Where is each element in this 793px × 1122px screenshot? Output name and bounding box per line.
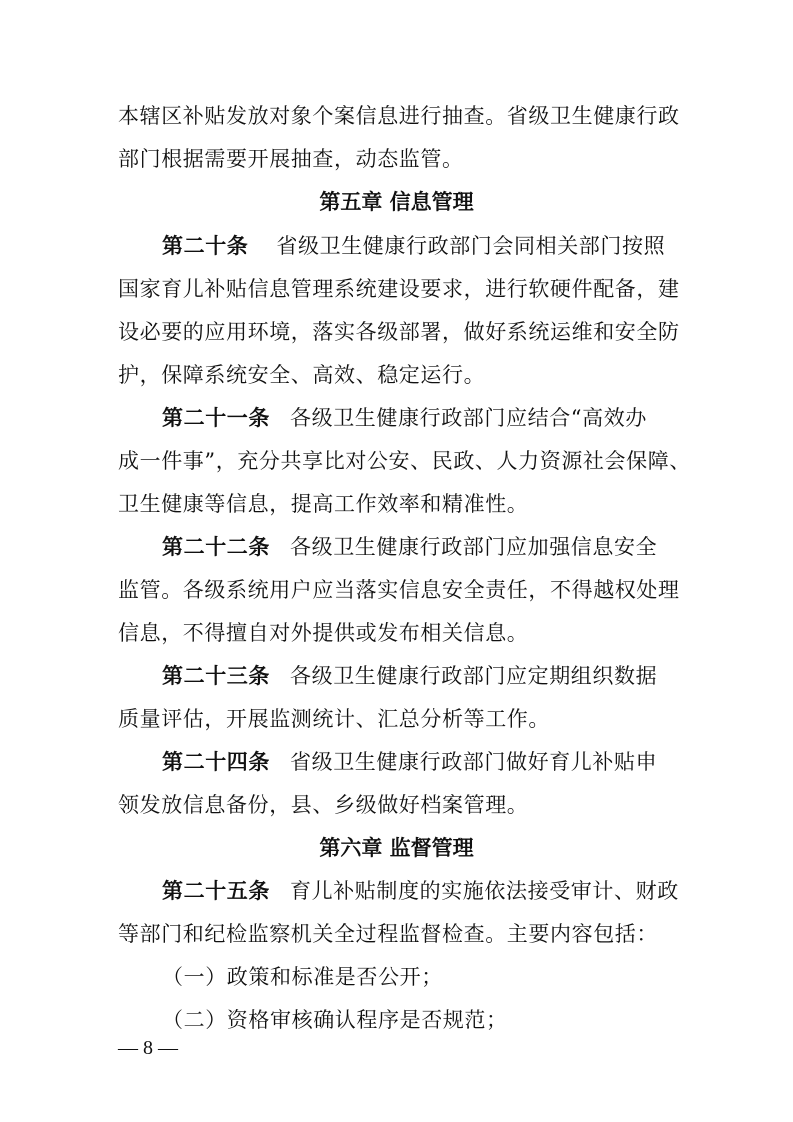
text-line: 成一件事”，充分共享比对公安、民政、人力资源社会保障、 bbox=[118, 449, 691, 473]
text-line: 设必要的应用环境，落实各级部署，做好系统运维和安全防 bbox=[118, 320, 680, 344]
article-20-line bbox=[162, 232, 665, 260]
article-22-text: 各级卫生健康行政部门应加强信息安全 bbox=[290, 535, 658, 559]
article-22-title: 第二十二条 bbox=[162, 534, 270, 559]
article-21-text: 各级卫生健康行政部门应结合“高效办 bbox=[290, 406, 647, 430]
text-line: 等部门和纪检监察机关全过程监督检查。主要内容包括： bbox=[118, 922, 658, 946]
article-20-title: 第二十条 bbox=[162, 233, 249, 258]
text-line: 领发放信息备份，县、乡级做好档案管理。 bbox=[118, 793, 529, 817]
list-item: （二）资格审核确认程序是否规范； bbox=[162, 1008, 508, 1032]
text-line: 国家育儿补贴信息管理系统建设要求，进行软硬件配备，建 bbox=[118, 277, 680, 301]
article-22-line bbox=[162, 533, 657, 561]
page-number: — 8 — bbox=[118, 1037, 178, 1059]
article-25-line bbox=[162, 877, 679, 905]
text-line: 本辖区补贴发放对象个案信息进行抽查。省级卫生健康行政 bbox=[118, 104, 680, 128]
article-24-text: 省级卫生健康行政部门做好育儿补贴申 bbox=[290, 750, 658, 774]
article-24-line bbox=[162, 748, 657, 776]
chapter-heading-5: 第五章 信息管理 bbox=[319, 189, 474, 214]
text-line: 监管。各级系统用户应当落实信息安全责任，不得越权处理 bbox=[118, 578, 680, 602]
article-25-title: 第二十五条 bbox=[162, 878, 270, 903]
article-21-line bbox=[162, 404, 647, 432]
text-line: 质量评估，开展监测统计、汇总分析等工作。 bbox=[118, 707, 550, 731]
article-25-text: 育儿补贴制度的实施依法接受审计、财政 bbox=[290, 879, 679, 903]
article-23-text: 各级卫生健康行政部门应定期组织数据 bbox=[290, 664, 658, 688]
text-line: 部门根据需要开展抽查，动态监管。 bbox=[118, 147, 464, 171]
text-line: 信息，不得擅自对外提供或发布相关信息。 bbox=[118, 621, 529, 645]
article-20-text: 省级卫生健康行政部门会同相关部门按照 bbox=[276, 234, 666, 258]
chapter-heading-6: 第六章 监督管理 bbox=[319, 835, 474, 860]
text-line: 护，保障系统安全、高效、稳定运行。 bbox=[118, 363, 486, 387]
list-item: （一）政策和标准是否公开； bbox=[162, 965, 443, 989]
article-21-title: 第二十一条 bbox=[162, 405, 270, 430]
text-line: 卫生健康等信息，提高工作效率和精准性。 bbox=[118, 492, 529, 516]
article-23-title: 第二十三条 bbox=[162, 663, 270, 688]
article-24-title: 第二十四条 bbox=[162, 749, 270, 774]
article-23-line bbox=[162, 662, 657, 690]
